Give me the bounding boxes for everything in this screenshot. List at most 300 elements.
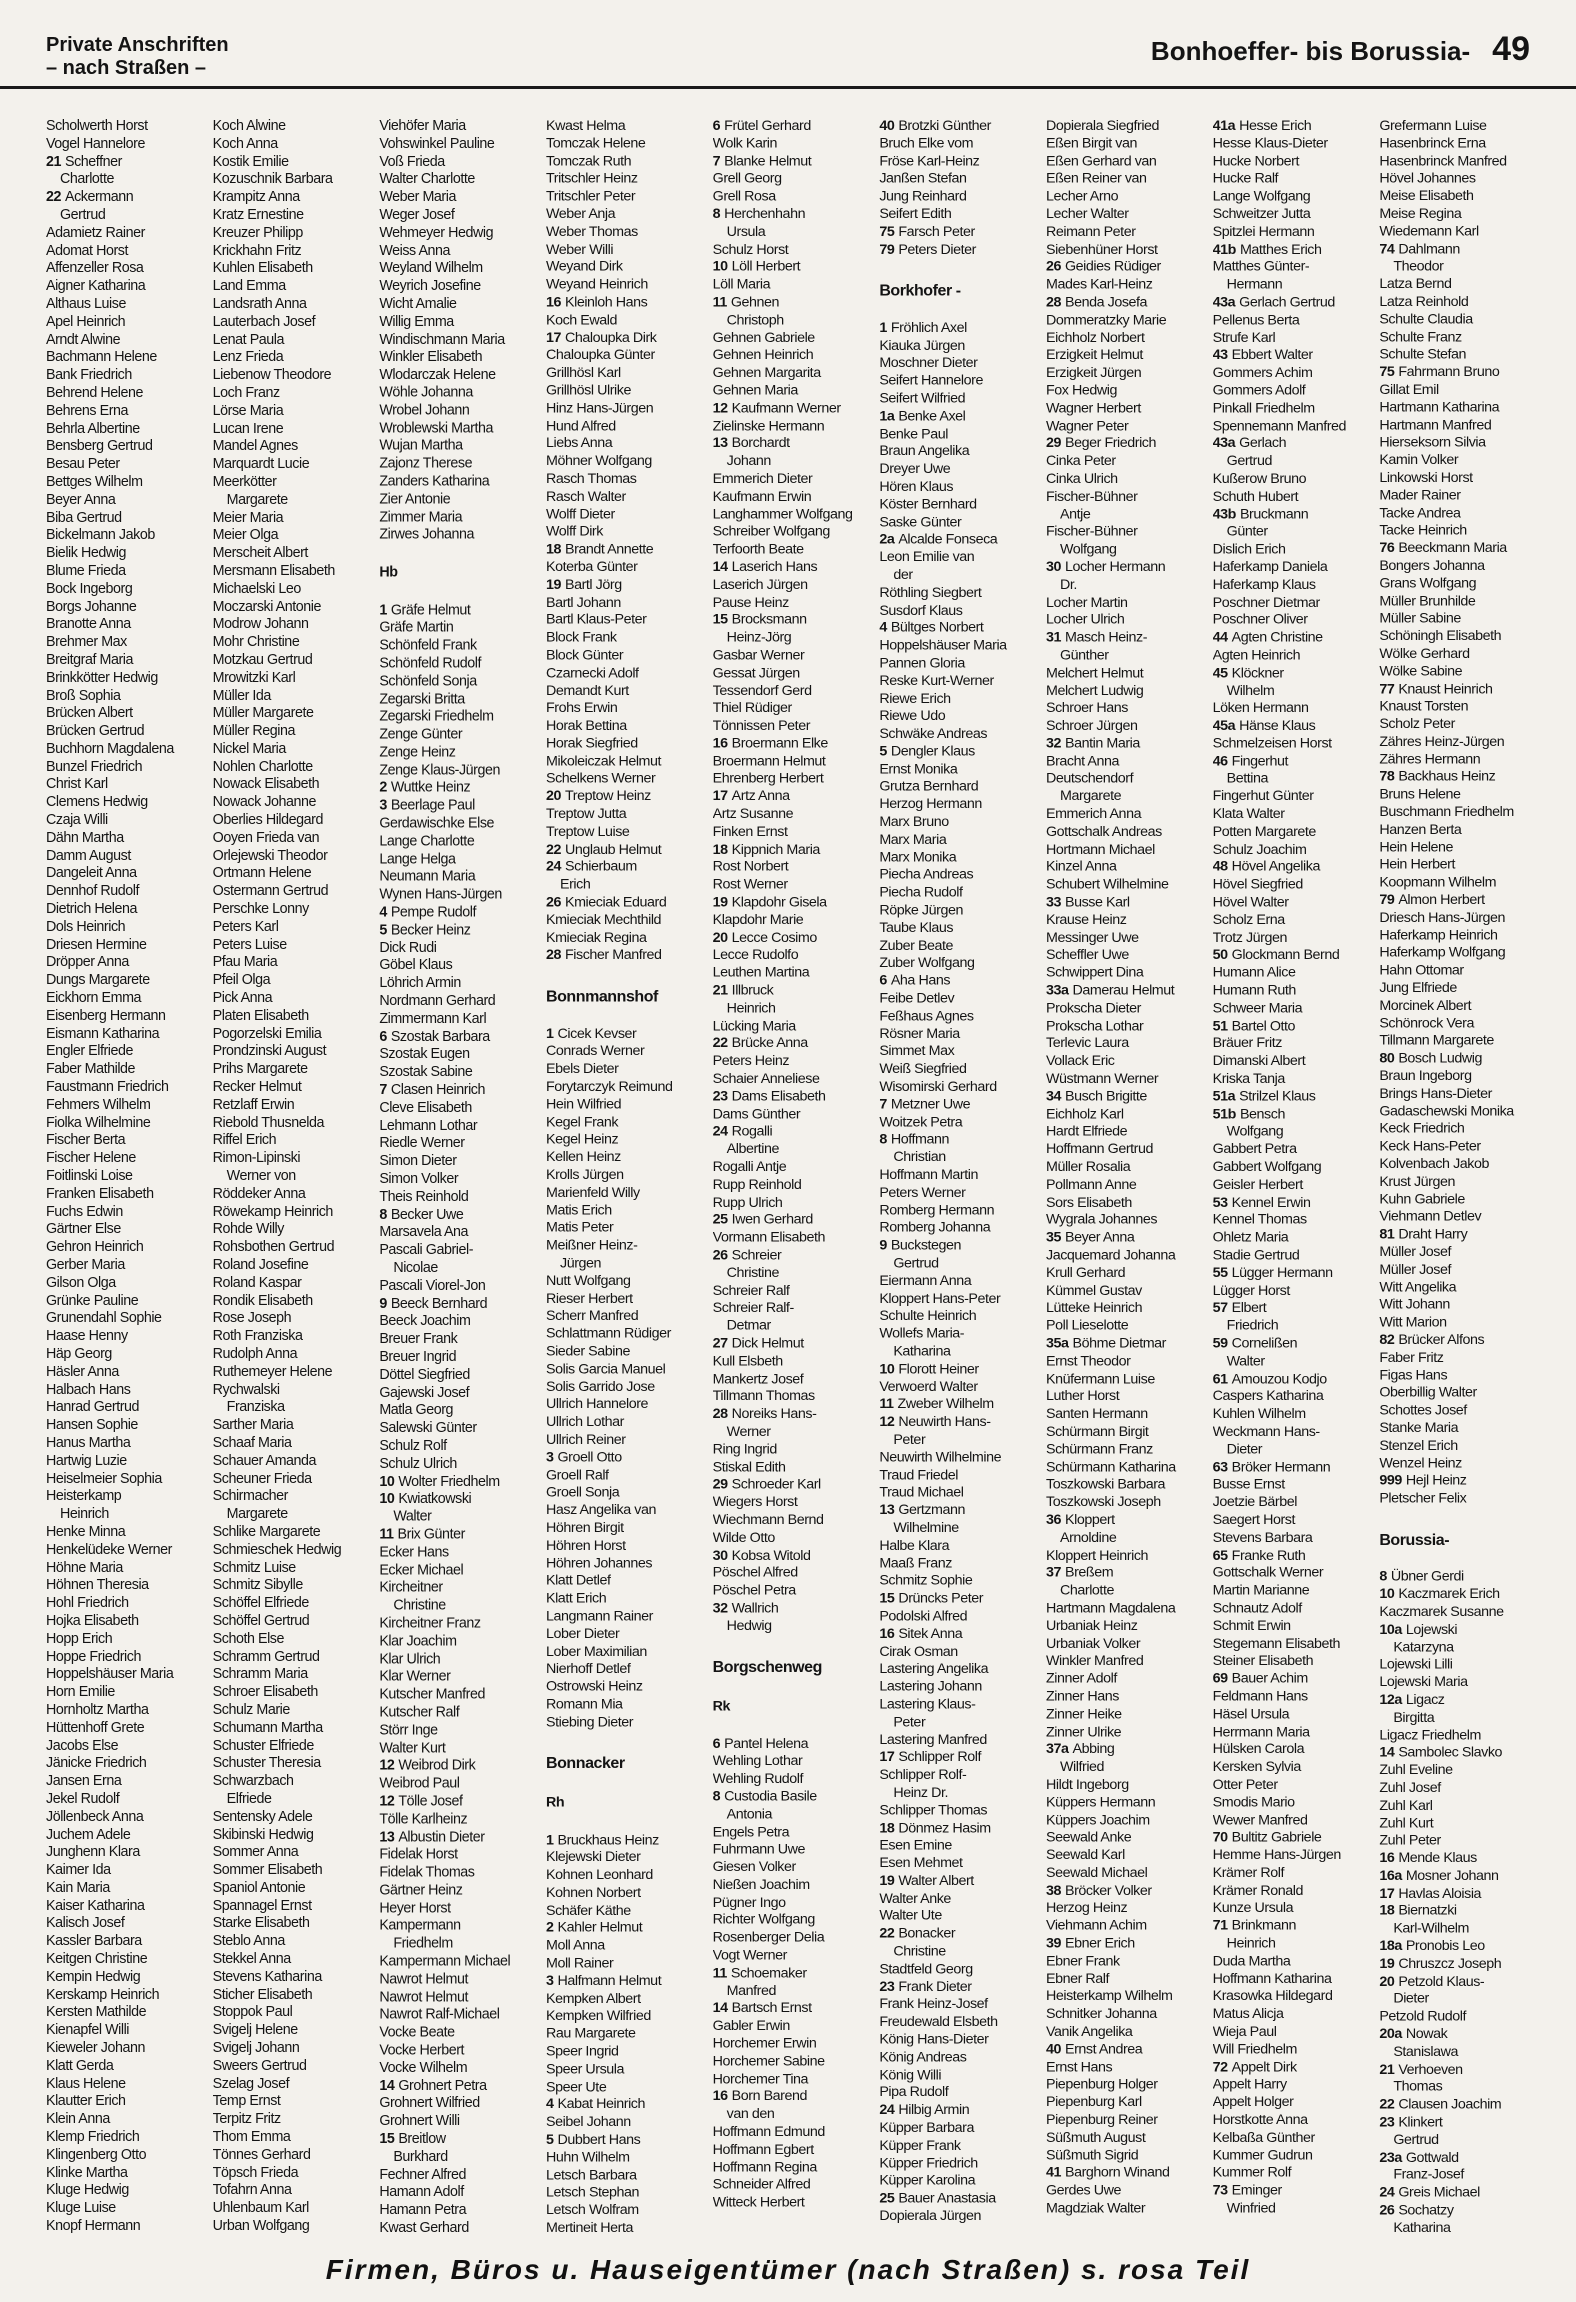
house-entry [713,153,870,171]
resident-name: Hamann Petra [379,2202,467,2219]
resident-name: Terfoorth Beate [712,541,804,558]
resident-name: Wiechmann Bernd [712,1512,824,1529]
resident-name: Locher Hermann [1065,559,1166,576]
resident-name: Kersken Sylvia [1212,1759,1301,1776]
resident-name: Gehron Heinrich [46,1239,144,1256]
resident-name: Hartmann Magdalena [1046,1600,1176,1617]
resident-name: Broß Sophia [46,687,121,704]
resident-name: Mende Klaus [1398,1850,1477,1867]
resident-name: Dennhof Rudolf [46,883,140,900]
resident-name: Neumann Maria [379,868,476,885]
house-entry [1213,2059,1370,2077]
house-entry [1379,1745,1536,1763]
house-number: 12 [879,1414,895,1431]
resident-name: Wygrala Johannes [1046,1212,1158,1229]
resident-name: Eisenberg Hermann [46,1007,166,1024]
resident-name: Humann Alice [1212,965,1296,981]
resident-name: Podolski Alfred [879,1608,968,1625]
resident-name: Roland Kaspar [212,1274,302,1291]
name-continuation: Theodor [1393,258,1444,275]
resident-name: Stegemann Elisabeth [1212,1635,1341,1652]
resident-name: Klapdohr Marie [712,912,804,928]
resident-name: Klatt Erich [546,1590,607,1607]
resident-name: Svigelj Johann [212,2040,300,2057]
resident-name: Wlodarczak Helene [379,366,496,383]
house-entry [379,798,536,816]
house-number: 31 [1046,629,1062,646]
house-number: 17 [546,329,562,346]
resident-name: Schroeder Karl [731,1476,821,1493]
resident-name: Nowack Elisabeth [212,776,320,793]
resident-name: Hartwig Luzie [46,1452,127,1469]
house-entry [46,154,203,172]
house-number: 79 [879,241,895,258]
resident-name: Susdorf Klaus [879,602,963,619]
resident-name: Jekel Rudolf [46,1790,120,1807]
house-number: 45 [1212,665,1228,681]
resident-name: Bongers Johanna [1379,557,1485,574]
resident-name: Frütel Gerhard [724,118,811,134]
resident-name: Meise Elisabeth [1379,188,1474,205]
resident-name: Witt Angelika [1379,1279,1457,1296]
house-entry [1213,1089,1370,1107]
resident-name: Müller Rosalia [1046,1159,1131,1176]
resident-name: Barghorn Winand [1065,2165,1170,2181]
house-entry [1379,1903,1536,1921]
resident-name: Piecha Andreas [879,867,974,883]
name-continuation: Johann [726,453,771,470]
resident-name: Schönfeld Frank [379,637,477,654]
house-number: 45a [1212,718,1236,734]
resident-name: Vocke Herbert [379,2042,465,2059]
resident-name: Krämer Rolf [1212,1865,1284,1881]
resident-name: Süßmuth Sigrid [1046,2147,1139,2164]
resident-name: Rieser Herbert [546,1290,633,1307]
resident-name: Stiskal Edith [712,1459,786,1476]
house-entry [879,242,1036,260]
house-entry [1379,2097,1536,2115]
name-continuation: Heinrich [726,1000,776,1017]
resident-name: Marx Maria [879,831,947,848]
resident-name: Meier Maria [212,509,284,526]
name-continuation: Walter [393,1508,432,1525]
resident-name: Knüfermann Luise [1046,1370,1155,1387]
house-number: 7 [712,153,721,170]
house-entry [713,2089,870,2107]
resident-name: Junghenn Klara [46,1844,140,1861]
resident-name: Apel Heinrich [46,313,126,330]
resident-name: Kircheitner Franz [379,1615,481,1632]
house-entry [546,577,703,595]
resident-name: Lojewski [1405,1621,1458,1638]
resident-name: Joetzie Bärbel [1212,1494,1297,1511]
resident-name: Wiegers Horst [712,1494,798,1511]
resident-name: Spitzlei Hermann [1212,223,1315,240]
resident-name: Braun Angelika [879,443,970,460]
house-entry [379,1527,536,1545]
resident-name: Scheffner [65,153,122,170]
resident-name: Bauer Anastasia [898,2190,996,2207]
resident-name: Heyer Horst [379,1900,451,1917]
resident-name: Wewer Manfred [1212,1812,1308,1829]
resident-name: Röwekamp Heinrich [212,1203,333,1220]
house-number: 14 [712,2000,728,2017]
house-number: 10 [1379,1586,1395,1603]
resident-name: Gajewski Josef [379,1384,470,1401]
resident-name: Gehnen Gabriele [712,329,815,346]
house-number: 41a [1212,118,1236,134]
resident-name: Grohnert Petra [398,2077,487,2094]
resident-name: Hojka Elisabeth [46,1612,139,1629]
resident-name: Wolff Dirk [546,523,603,540]
resident-name: Horak Siegfried [546,735,638,752]
resident-name: Schuster Theresia [212,1755,321,1772]
resident-name: Martin Marianne [1212,1582,1310,1599]
house-entry [1046,1742,1203,1760]
resident-name: Schreier [731,1247,782,1264]
resident-name: Mertineit Herta [546,2220,634,2237]
resident-name: Groell Ralf [546,1467,609,1483]
house-entry [1379,364,1536,382]
house-number: 21 [1379,2061,1395,2078]
resident-name: Noreiks Hans- [731,1406,817,1423]
resident-name: Branotte Anna [46,616,131,633]
house-entry [1046,1936,1203,1954]
name-continuation: Friedrich [1226,1318,1279,1334]
resident-name: Gräfe Martin [379,619,454,636]
resident-name: Freudewald Elsbeth [879,2014,998,2031]
resident-name: Weyand Heinrich [546,276,648,293]
resident-name: Eminger [1231,2182,1282,2199]
house-entry [379,1029,536,1047]
resident-name: Kummer Gudrun [1212,2147,1313,2164]
resident-name: Horchemer Erwin [712,2035,817,2052]
resident-name: Sticher Elisabeth [212,1986,313,2003]
resident-name: Kircheitner [379,1580,443,1597]
resident-name: Metzner Uwe [890,1096,971,1113]
resident-name: Horak Bettina [546,718,627,734]
resident-name: Sweers Gertrud [212,2057,307,2074]
resident-name: Kamin Volker [1379,452,1459,469]
house-number: 23 [712,1088,728,1105]
resident-name: Walter Anke [879,1890,951,1907]
house-number: 61 [1212,1370,1228,1387]
resident-name: Janßen Stefan [879,170,967,187]
house-entry [1213,1918,1370,1936]
resident-name: Kloppert Hans-Peter [879,1290,1001,1307]
resident-name: Grunendahl Sophie [46,1310,162,1327]
resident-name: Hanzen Berta [1379,821,1462,838]
resident-name: Kaufmann Erwin [712,488,812,505]
resident-name: Kennel Erwin [1231,1194,1311,1211]
house-number: 41 [1046,2165,1062,2181]
resident-name: Svigelj Helene [212,2022,298,2039]
resident-name: Borgs Johanne [46,598,137,615]
resident-name: Langhammer Wolfgang [712,506,853,523]
resident-name: Schwippert Dina [1046,965,1144,981]
resident-name: Stadie Gertrud [1212,1247,1300,1264]
resident-name: Schulte Claudia [1379,311,1473,328]
street-heading: Borussia- [1379,1531,1450,1549]
directory-column [879,118,1036,2238]
resident-name: Hohl Friedrich [46,1595,129,1612]
name-continuation: Manfred [726,1982,776,1999]
name-continuation: Gertrud [1226,453,1272,470]
resident-name: Bock Ingeborg [46,580,133,597]
street-heading: Borgschenweg [712,1659,822,1677]
resident-name: Benda Josefa [1065,294,1148,311]
house-entry [713,294,870,312]
resident-name: Hucke Norbert [1212,153,1299,170]
house-number: 71 [1212,1918,1228,1934]
resident-name: Leuthen Martina [712,965,810,981]
resident-name: Brinkmann [1231,1918,1296,1934]
resident-name: Schmelzeisen Horst [1212,735,1332,752]
resident-name: Lecher Arno [1046,188,1119,205]
resident-name: Ohletz Maria [1212,1229,1289,1246]
house-number: 38 [1046,1882,1062,1899]
resident-name: Gabbert Petra [1212,1141,1297,1158]
house-entry [1046,259,1203,277]
resident-name: Rupp Reinhold [712,1176,802,1193]
resident-name: Saske Günter [879,514,962,531]
resident-name: Kabat Heinrich [557,2096,645,2113]
resident-name: Geisler Herbert [1212,1176,1303,1193]
resident-name: Orlejewski Theodor [212,847,328,864]
resident-name: Weibrod Paul [379,1775,460,1792]
resident-name: Cirak Osman [879,1643,958,1660]
resident-name: Retzlaff Erwin [212,1096,295,1113]
resident-name: Juchem Adele [46,1826,131,1843]
resident-name: Busse Ernst [1212,1476,1285,1493]
resident-name: Erzigkeit Helmut [1046,347,1143,364]
name-continuation: Christine [893,1943,946,1960]
resident-name: Wolk Karin [712,135,778,152]
house-entry [1379,2062,1536,2080]
resident-name: Blanke Helmut [724,153,812,170]
resident-name: Henke Minna [46,1523,126,1540]
resident-name: Rau Margarete [546,2026,636,2042]
resident-name: Müller Margarete [212,705,314,722]
resident-name: König Hans-Dieter [879,2031,989,2048]
resident-name: Biba Gertrud [46,509,122,526]
resident-name: Lange Helga [379,851,456,867]
resident-name: Dungs Margarete [46,972,150,989]
resident-name: Morcinek Albert [1379,997,1472,1014]
resident-name: Giesen Volker [712,1859,796,1876]
resident-name: Marquardt Lucie [212,456,310,473]
resident-name: Matthes Erich [1239,241,1322,258]
resident-name: Hanrad Gertrud [46,1399,140,1416]
page-number: 49 [1492,30,1530,68]
resident-name: Recker Helmut [212,1079,302,1096]
resident-name: Poschner Dietmar [1212,594,1320,611]
directory-column [1213,118,1370,2238]
resident-name: Spennemann Manfred [1212,418,1347,434]
house-number: 46 [1212,753,1228,770]
resident-name: Alcalde Fonseca [898,531,998,548]
resident-name: Zegarski Britta [379,690,465,707]
house-entry [1213,1547,1370,1565]
resident-name: Poschner Oliver [1212,612,1308,628]
name-continuation: Friedhelm [393,1935,453,1952]
resident-name: Schreiber Wolfgang [712,523,830,540]
resident-name: Hasz Angelika van [546,1502,656,1519]
resident-name: Breßem [1065,1565,1114,1581]
resident-name: Wölke Gerhard [1379,645,1470,662]
resident-name: König Andreas [879,2049,967,2066]
street-range: Bonhoeffer- bis Borussia- [1150,36,1471,66]
resident-name: Krickhahn Fritz [212,242,302,259]
resident-name: Grohnert Willi [379,2113,460,2130]
directory-column [213,118,370,2238]
house-number: 73 [1212,2182,1228,2199]
resident-name: Sitek Anna [898,1625,963,1642]
resident-name: Prokscha Dieter [1046,1000,1141,1017]
house-entry [546,1973,703,1991]
header-range-block [1150,30,1530,68]
house-number: 74 [1379,241,1395,258]
resident-name: Zinner Hans [1046,1688,1119,1705]
house-number: 11 [879,1396,894,1413]
house-number: 20a [1379,2026,1402,2043]
house-number: 16 [879,1625,895,1642]
resident-name: Hoffmann Regina [712,2159,817,2176]
resident-name: Fiolka Wilhelmine [46,1114,151,1131]
house-number: 17 [1379,1885,1395,1902]
house-entry [46,189,203,207]
resident-name: Wolter Friedhelm [398,1473,500,1490]
house-entry [1379,892,1536,910]
resident-name: Lügger Horst [1212,1282,1290,1299]
resident-name: Kümmel Gustav [1046,1282,1142,1299]
resident-name: Mersmann Elisabeth [212,562,335,579]
resident-name: Müller Regina [212,723,296,740]
resident-name: Haferkamp Daniela [1212,559,1328,576]
house-number: 6 [379,1028,387,1045]
resident-name: Müller Brunhilde [1379,593,1476,609]
resident-name: Backhaus Heinz [1398,769,1496,785]
house-entry [713,1212,870,1230]
resident-name: Letsch Wolfram [546,2202,639,2219]
name-continuation: Franziska [226,1399,285,1416]
resident-name: Kutscher Ralf [379,1704,460,1721]
house-number: 16 [712,2088,728,2105]
resident-name: Pascali Viorel-Jon [379,1277,486,1294]
resident-name: Tritschler Peter [546,188,636,205]
resident-name: Rost Norbert [712,859,789,876]
resident-name: Schmitz Luise [212,1559,296,1576]
house-number: 26 [1379,2202,1395,2219]
resident-name: Schlipper Rolf- [879,1767,967,1784]
resident-name: Prondzinski August [212,1043,327,1060]
house-number: 23a [1379,2149,1402,2166]
resident-name: Jacquemard Johanna [1046,1247,1176,1264]
house-number: 4 [879,620,887,636]
resident-name: Wüstmann Werner [1046,1070,1159,1087]
resident-name: Nordmann Gerhard [379,993,496,1010]
resident-name: Driesch Hans-Jürgen [1379,909,1506,926]
resident-name: Süßmuth August [1046,2129,1146,2146]
resident-name: Lenat Paula [212,331,285,348]
resident-name: Wenzel Heinz [1379,1455,1462,1472]
resident-name: Ebner Ralf [1046,1970,1110,1987]
resident-name: Zegarski Friedhelm [379,708,494,725]
resident-name: Biernatzki [1398,1903,1457,1920]
resident-name: Benke Paul [879,425,948,442]
resident-name: Damm August [46,847,131,864]
resident-name: Lecce Rudolfo [712,947,799,964]
house-number: 65 [1212,1547,1228,1564]
resident-name: Agten Heinrich [1212,647,1301,664]
resident-name: Brandt Annette [565,541,654,558]
house-number: 19 [879,1873,895,1889]
resident-name: Klöckner [1231,665,1284,681]
resident-name: Brücker Alfons [1398,1332,1485,1349]
resident-name: Braun Ingeborg [1379,1068,1472,1085]
resident-name: Peters Heinz [712,1053,790,1070]
resident-name: Kempken Wilfried [546,2008,651,2025]
resident-name: Gessat Jürgen [712,665,800,681]
resident-name: Schürmann Birgit [1046,1423,1149,1440]
resident-name: Langmann Rainer [546,1608,653,1625]
resident-name: Gehnen Margarita [712,365,821,381]
resident-name: Halbach Hans [46,1381,131,1398]
resident-name: Chaloupka Dirk [565,329,657,346]
resident-name: Schmitz Sophie [879,1573,973,1589]
resident-name: Tacke Andrea [1379,505,1461,521]
resident-name: Finken Ernst [712,823,788,840]
resident-name: Hesse Erich [1239,118,1312,134]
resident-name: Herchenhahn [724,206,806,223]
resident-name: Nowack Johanne [212,794,317,811]
house-number: 5 [879,743,887,760]
resident-name: Dröpper Anna [46,954,129,971]
house-entry [713,1247,870,1265]
resident-name: Zirwes Johanna [379,526,474,543]
resident-name: Schöffel Gertrud [212,1612,310,1629]
house-number: 21 [46,153,62,170]
resident-name: Ackermann [65,189,134,206]
house-number: 40 [879,118,895,134]
resident-name: Romann Mia [546,1696,623,1713]
resident-name: Meise Regina [1379,205,1462,222]
house-entry [713,612,870,630]
resident-name: Blume Frieda [46,562,126,579]
resident-name: Schweer Maria [1212,1000,1303,1017]
resident-name: Kummer Rolf [1212,2165,1292,2181]
house-number: 19 [546,576,562,593]
resident-name: Vohswinkel Pauline [379,135,495,152]
resident-name: Zanders Katharina [379,473,490,490]
page-header [0,0,1576,89]
resident-name: Weibrod Dirk [398,1757,476,1774]
house-entry [879,1820,1036,1838]
resident-name: Weckmann Hans- [1212,1423,1320,1440]
resident-name: Wrobel Johann [379,402,470,419]
name-continuation: Günter [1226,523,1268,540]
name-continuation: Günther [1060,647,1109,664]
resident-name: Nowak [1405,2026,1448,2043]
house-number: 23 [879,1978,895,1995]
resident-name: Kinzel Anna [1046,859,1117,876]
resident-name: Hövel Siegfried [1212,876,1303,893]
house-entry [1379,1473,1536,1491]
resident-name: Kaiser Katharina [46,1897,145,1914]
house-entry [379,904,536,922]
directory-column [379,118,536,2238]
house-number: 2 [546,1920,554,1937]
